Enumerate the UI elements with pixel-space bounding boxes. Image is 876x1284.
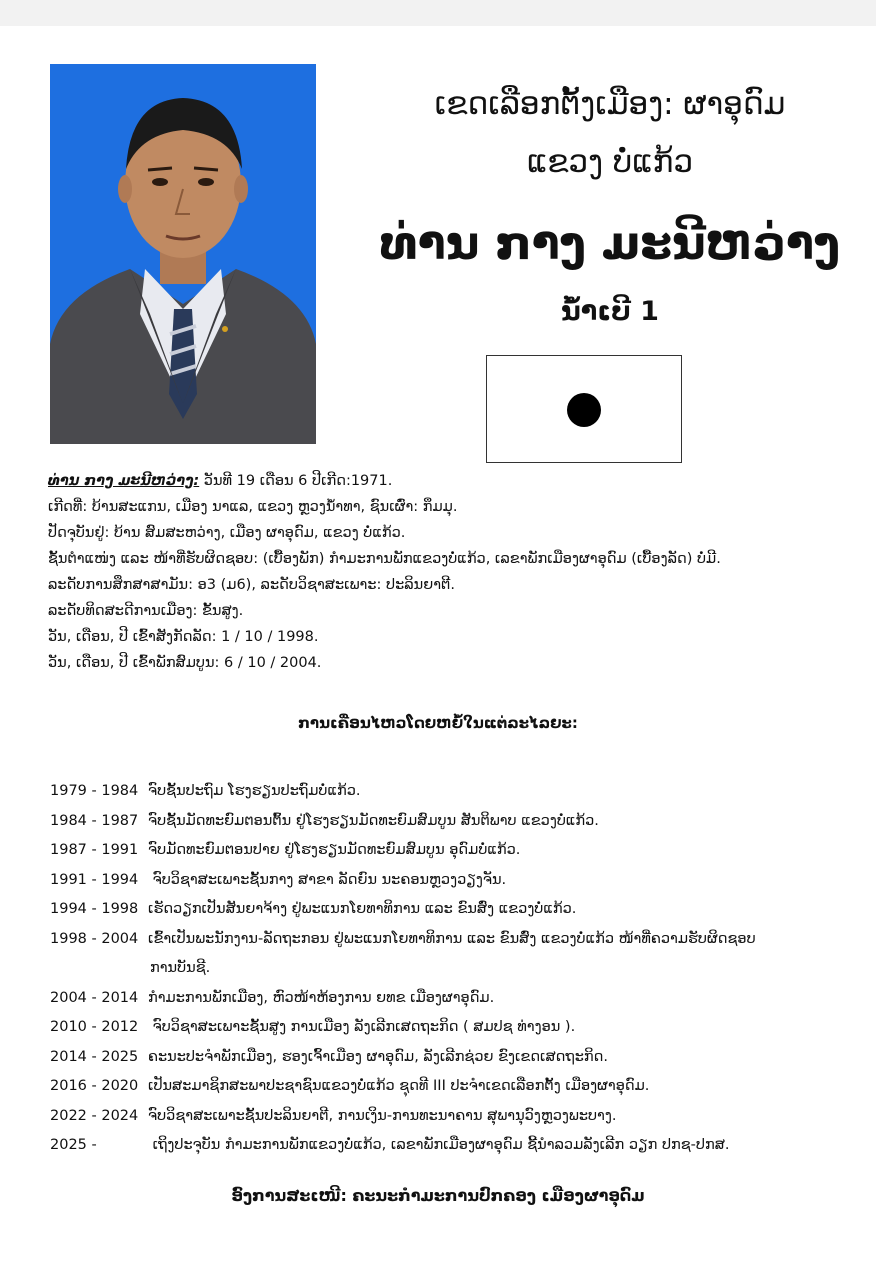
history-years: 2010 - 2012 [50,1019,139,1035]
info-line: ເກີດທີ່: ບ້ານສະແກນ, ເມືອງ ນາແລ, ແຂວງ ຫຼວງນ້ຳທາ, ຊົນເຜົ່າ: ກຶມມຸ. [48,499,458,515]
history-item [50,895,850,925]
candidate-info [48,468,858,676]
constituency-title: ເຂດເລືອກຕັ້ງເມືອງ: ຜາອຸດົມ [434,86,786,122]
history-years: 1987 - 1991 [50,842,139,858]
info-line: ຊັ້ນຕໍາແໜ່ງ ແລະ ໜ້າທີ່ຮັບຜິດຊອບ: (ເບື້ອງພັກ) ກໍາມະການພັກແຂວງບໍ່ແກ້ວ, ເລຂາພັກເມືອງຜາອຸດົມ (ເບື້ອງລັດ) ບໍ່ມີ. [48,551,721,567]
candidate-photo [50,64,316,444]
history-item [50,866,850,896]
history-text: ເຂົ້າເປັນພະນັກງານ-ລັດຖະກອນ ຢູ່ພະແນກໂຍທາທິການ ແລະ ຂົນສົ່ງ ແຂວງບໍ່ແກ້ວ ໜ້າທີ່ຄວາມຮັບຜິດຊອບ [148,930,756,947]
history-text: ເຖິງປະຈຸບັນ ກໍາມະການພັກແຂວງບໍ່ແກ້ວ, ເລຂາພັກເມືອງຜາອຸດົມ ຊີ້ນໍາລວມລັງເລີກ ວຽກ ປກຊ-ປກສ. [148,1137,730,1153]
ballot-box [486,355,682,463]
history-list [50,777,850,1161]
history-text: ເຮັດວຽກເປັນສັນຍາຈ້າງ ຢູ່ພະແນກໂຍທາທິການ ແລະ ຂົນສົ່ງ ແຂວງບໍ່ແກ້ວ. [148,901,577,917]
history-text: ກໍາມະການພັກເມືອງ, ຫົວໜ້າຫ້ອງການ ຍທຂ ເມືອງຜາອຸດົມ. [148,989,495,1006]
history-text: ຄະນະປະຈໍາພັກເມືອງ, ຮອງເຈົ້າເມືອງ ຜາອຸດົມ, ລັງເລີກຊ່ວຍ ຂົງເຂດເສດຖະກິດ. [148,1048,608,1065]
proposing-organization: ອົງການສະເໜີ: ຄະນະກໍາມະການປົກຄອງ ເມືອງຜາອຸດົມ [231,1186,645,1205]
history-item [50,925,850,955]
history-text: ຈົບວິຊາສະເພາະຊັ້ນສູງ ການເມືອງ ລັງເລີກເສດຖະກິດ ( ສມປຊ ທ່າງອນ ). [148,1019,576,1035]
history-years: 1994 - 1998 [50,901,139,917]
history-item [50,1072,850,1102]
history-item [50,1043,850,1073]
history-title: ການເຄື່ອນໄຫວໂດຍຫຍໍ້ໃນແຕ່ລະໄລຍະ: [298,714,578,732]
history-years: 1998 - 2004 [50,930,139,947]
history-years: 1991 - 1994 [50,871,139,888]
history-item [50,807,850,837]
history-years: 2014 - 2025 [50,1048,139,1065]
history-text: ຈົບຊັ້ນມັດທະຍົມຕອນຕົ້ນ ຢູ່ໂຮງຮຽນມັດທະຍົມສົມບູນ ສັນຕິພາບ ແຂວງບໍ່ແກ້ວ. [148,812,599,829]
info-line: ລະດັບການສຶກສາສາມັນ: ອ3 (ມ6), ລະດັບວິຊາສະເພາະ: ປະລິນຍາຕີ. [48,577,455,593]
history-text: ເປັນສະມາຊິກສະພາປະຊາຊົນແຂວງບໍ່ແກ້ວ ຊຸດທີ III ປະຈໍາເຂດເລືອກຕັ້ງ ເມືອງຜາອຸດົມ. [148,1078,650,1094]
top-strip [0,0,876,26]
candidate-name: ທ່ານ ກາງ ມະນີຫວ່າງ [380,216,841,270]
history-item-continuation: ການບັນຊີ. [150,960,211,976]
history-text: ຈົບຊັ້ນປະຖົມ ໂຮງຮຽນປະຖົມບໍ່ແກ້ວ. [148,783,361,799]
ballot-dot-icon [567,393,601,427]
info-line: ວັນ, ເດືອນ, ປີ ເຂົ້າພັກສົມບູນ: 6 / 10 / 2004. [48,655,322,671]
history-text: ຈົບວິຊາສະເພາະຊັ້ນປະລິນຍາຕີ, ການເງິນ-ການທະນາຄານ ສຸພານຸວົງຫຼວງພະບາງ. [148,1107,617,1124]
history-item [50,984,850,1014]
history-years: 2022 - 2024 [50,1107,139,1124]
history-years: 2016 - 2020 [50,1078,139,1094]
candidate-number: ນໍ້າເບີ 1 [561,296,659,327]
history-item [50,777,850,807]
history-item [50,1102,850,1132]
info-line: ປັດຈຸບັນຢູ່: ບ້ານ ສົມສະຫວ່າງ, ເມືອງ ຜາອຸດົມ, ແຂວງ ບໍ່ແກ້ວ. [48,525,406,541]
info-dob: ວັນທີ 19 ເດືອນ 6 ປີເກີດ:1971. [199,473,393,489]
history-item [50,836,850,866]
history-text: ຈົບວິຊາສະເພາະຊັ້ນກາງ ສາຂາ ລັດຍົນ ນະຄອນຫຼວງວຽງຈັນ. [148,871,507,888]
history-years: 1984 - 1987 [50,812,139,829]
info-line: ລະດັບທິດສະດີການເມືອງ: ຂັ້ນສູງ. [48,603,244,619]
history-years: 2004 - 2014 [50,989,139,1006]
info-dob-row [48,468,858,494]
history-item [50,1131,850,1161]
history-years: 2025 - [50,1137,97,1153]
history-item [50,1013,850,1043]
info-line: ວັນ, ເດືອນ, ປີ ເຂົ້າສັງກັດລັດ: 1 / 10 / 1998. [48,629,319,645]
info-name-label: ທ່ານ ກາງ ມະນີຫວ່າງ: [48,473,200,489]
history-text: ຈົບມັດທະຍົມຕອນປາຍ ຢູ່ໂຮງຮຽນມັດທະຍົມສົມບູນ ອຸດົມບໍ່ແກ້ວ. [148,842,521,858]
province-title: ແຂວງ ບໍ່ແກ້ວ [526,144,694,180]
history-years: 1979 - 1984 [50,783,139,799]
